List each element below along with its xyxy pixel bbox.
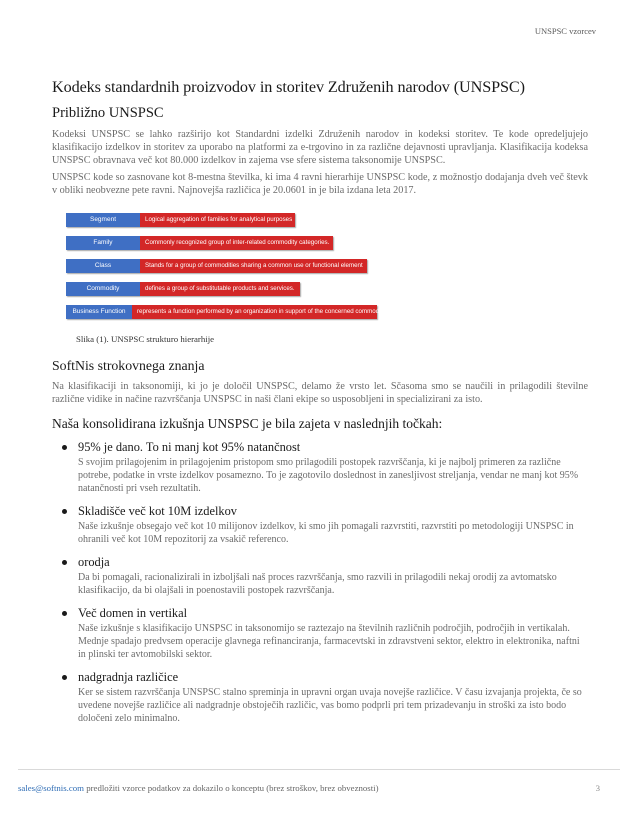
hierarchy-level-desc: Logical aggregation of families for analytical purposes [140,213,295,227]
footer-text: predložiti vzorce podatkov za dokazilo o konceptu (brez stroškov, brez obveznosti) [84,783,379,793]
point-text: S svojim prilagojenim in prilagojenim pristopom smo prilagodili postopek razvrščanja, ki je najbolj primeren za različne potrebe, podatke in vrste izdelkov posamezno. To je zagotovilo doslednost in zanesljivost streljanja, vendar ne manj kot 95% natančnosti pri vseh rezultatih. [78,457,579,494]
list-item [52,606,588,661]
bullet-icon [62,560,67,565]
hierarchy-level-label: Segment [66,213,140,227]
paragraph-code-structure: UNSPSC kode so zasnovane kot 8-mestna številka, ki ima 4 ravni hierarhije UNSPSC kode, z možnostjo dodajanja dveh več števk v obliki neobvezne pete ravni. Najnovejša različica je 20.0601 in je bila izdana leta 2017. [52,172,588,196]
list-item [52,504,588,546]
hierarchy-level-label: Family [66,236,140,250]
point-text: Ker se sistem razvrščanja UNSPSC stalno spreminja in upravni organ uvaja novejše različice. V času izvajanja projekta, če so uvedene novejše različice ali nadgradnje obstoječih različic, vas bomo podprli pri tem prizadevanju in stroški za isto bodo določeni zelo minimalno. [78,687,582,724]
section-title-experience: Naša konsolidirana izkušnja UNSPSC je bila zajeta v naslednjih točkah: [52,416,443,431]
section-title-unspsc: Kodeks standardnih proizvodov in storitev Združenih narodov (UNSPSC) [52,78,525,96]
point-title: Več domen in vertikal [78,606,188,620]
hierarchy-level-desc: defines a group of substitutable products and services. [140,282,300,296]
section-title-expertise: SoftNis strokovnega znanja [52,358,205,373]
hierarchy-level-label: Commodity [66,282,140,296]
running-header: UNSPSC vzorcev [534,26,596,36]
bullet-icon [62,675,67,680]
point-title: nadgradnja različice [78,670,179,684]
experience-points-list [52,440,588,725]
hierarchy-level-label: Business Function [66,305,132,319]
hierarchy-diagram [66,207,588,325]
footer-divider [18,769,620,770]
bullet-icon [62,509,67,514]
point-text: Naše izkušnje obsegajo več kot 10 milijonov izdelkov, ki smo jih pomagali razvrstiti, razvrstiti po metodologiji UNSPSC in ohranili več kot 10M repozitorij za vsakič referenco. [78,521,574,545]
list-item [52,670,588,725]
hierarchy-level-desc: Commonly recognized group of inter-related commodity categories. [140,236,333,250]
list-item [52,555,588,597]
bullet-icon [62,445,67,450]
point-title: orodja [78,555,110,569]
point-text: Naše izkušnje s klasifikacijo UNSPSC in taksonomijo se raztezajo na številnih različnih področjih, področjih in vertikalah. Mednje spadajo predvsem operacije glavnega refinanciranja, farmacevtski in zdravstveni sektor, elektro in elektronika, naftni in plinski ter avtomobilski sektor. [78,623,580,660]
subsection-title-about: Približno UNSPSC [52,105,164,121]
paragraph-intro: Kodeksi UNSPSC se lahko razširijo kot Standardni izdelki Združenih narodov in kodeksi storitev. Te kode opredeljujejo klasifikacijo izdelkov in storitev za uporabo na platformi za e-trgovino in za različne dejavnosti upravljanja. Klasifikacija kodeksa UNSPSC obravnava več kot 80.000 izdelkov in zajema vse sfere sistema taksonomije UNSPSC. [52,129,588,166]
bullet-icon [62,611,67,616]
point-text: Da bi pomagali, racionalizirali in izboljšali naš proces razvrščanja, smo razvili in prilagodili nekaj orodij za avtomatsko klasifikacijo, da bi olajšali in poenostavili postopek razvrščanja. [78,572,557,596]
figure-caption: Slika (1). UNSPSC strukturo hierarhije [76,334,215,344]
sales-email-link[interactable]: sales@softnis.com [18,783,85,793]
page-number: 3 [595,783,600,793]
hierarchy-level-desc: represents a function performed by an organization in support of the concerned commodity. [132,305,377,319]
hierarchy-level-label: Class [66,259,140,273]
list-item [52,440,588,495]
point-title: 95% je dano. To ni manj kot 95% natančnost [78,440,301,454]
footer [18,783,379,793]
paragraph-expertise: Na klasifikaciji in taksonomiji, ki jo je določil UNSPSC, delamo že vrsto let. Sčasoma smo se naučili in prilagodili številne različne vidike in načine razvrščanja UNSPSC in naši člani ekipe so usposobljeni in specializirani za isto. [52,381,588,405]
point-title: Skladišče več kot 10M izdelkov [78,504,237,518]
main-content [52,78,588,734]
hierarchy-level-desc: Stands for a group of commodities sharing a common use or functional element [140,259,367,273]
